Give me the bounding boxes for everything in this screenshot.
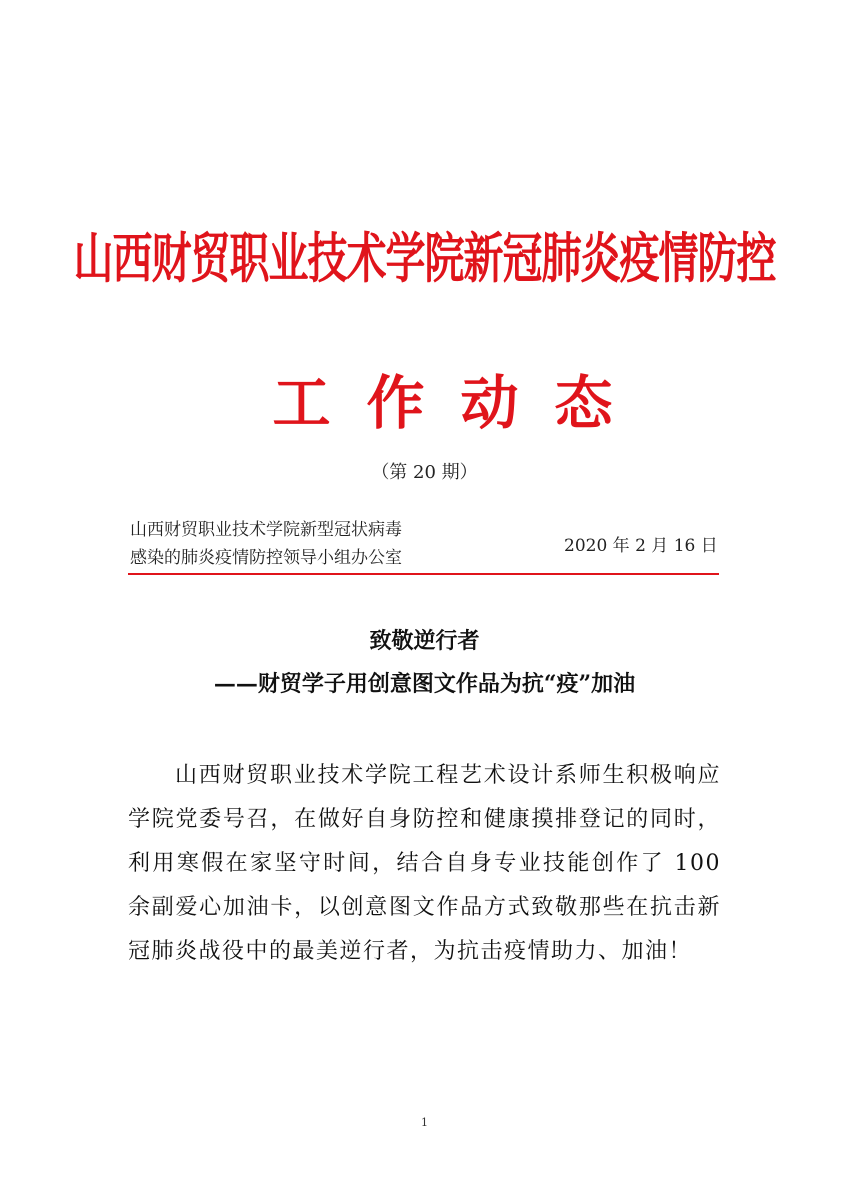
issuer-line-1: 山西财贸职业技术学院新型冠状病毒	[130, 520, 402, 540]
issuer-block	[130, 516, 402, 572]
masthead-title: 山西财贸职业技术学院新冠肺炎疫情防控	[73, 228, 776, 291]
red-divider	[128, 573, 719, 575]
issuer-line-2: 感染的肺炎疫情防控领导小组办公室	[130, 548, 402, 568]
masthead-subtitle: 工作动态	[272, 369, 649, 437]
issue-number: （第 20 期）	[371, 462, 478, 483]
article-title: 致敬逆行者	[369, 628, 480, 654]
article-body: 山西财贸职业技术学院工程艺术设计系师生积极响应学院党委号召，在做好自身防控和健康摸排登记的同时，利用寒假在家坚守时间，结合自身专业技能创作了 100 余副爱心加油卡，以创意图文作品方式致敬那些在抗击新冠肺炎战役中的最美逆行者，为抗击疫情助力、加油！	[128, 763, 721, 964]
article-subtitle: ——财贸学子用创意图文作品为抗“疫”加油	[213, 671, 636, 697]
issue-date: 2020 年 2 月 16 日	[564, 536, 718, 556]
page-number: 1	[421, 1116, 428, 1129]
